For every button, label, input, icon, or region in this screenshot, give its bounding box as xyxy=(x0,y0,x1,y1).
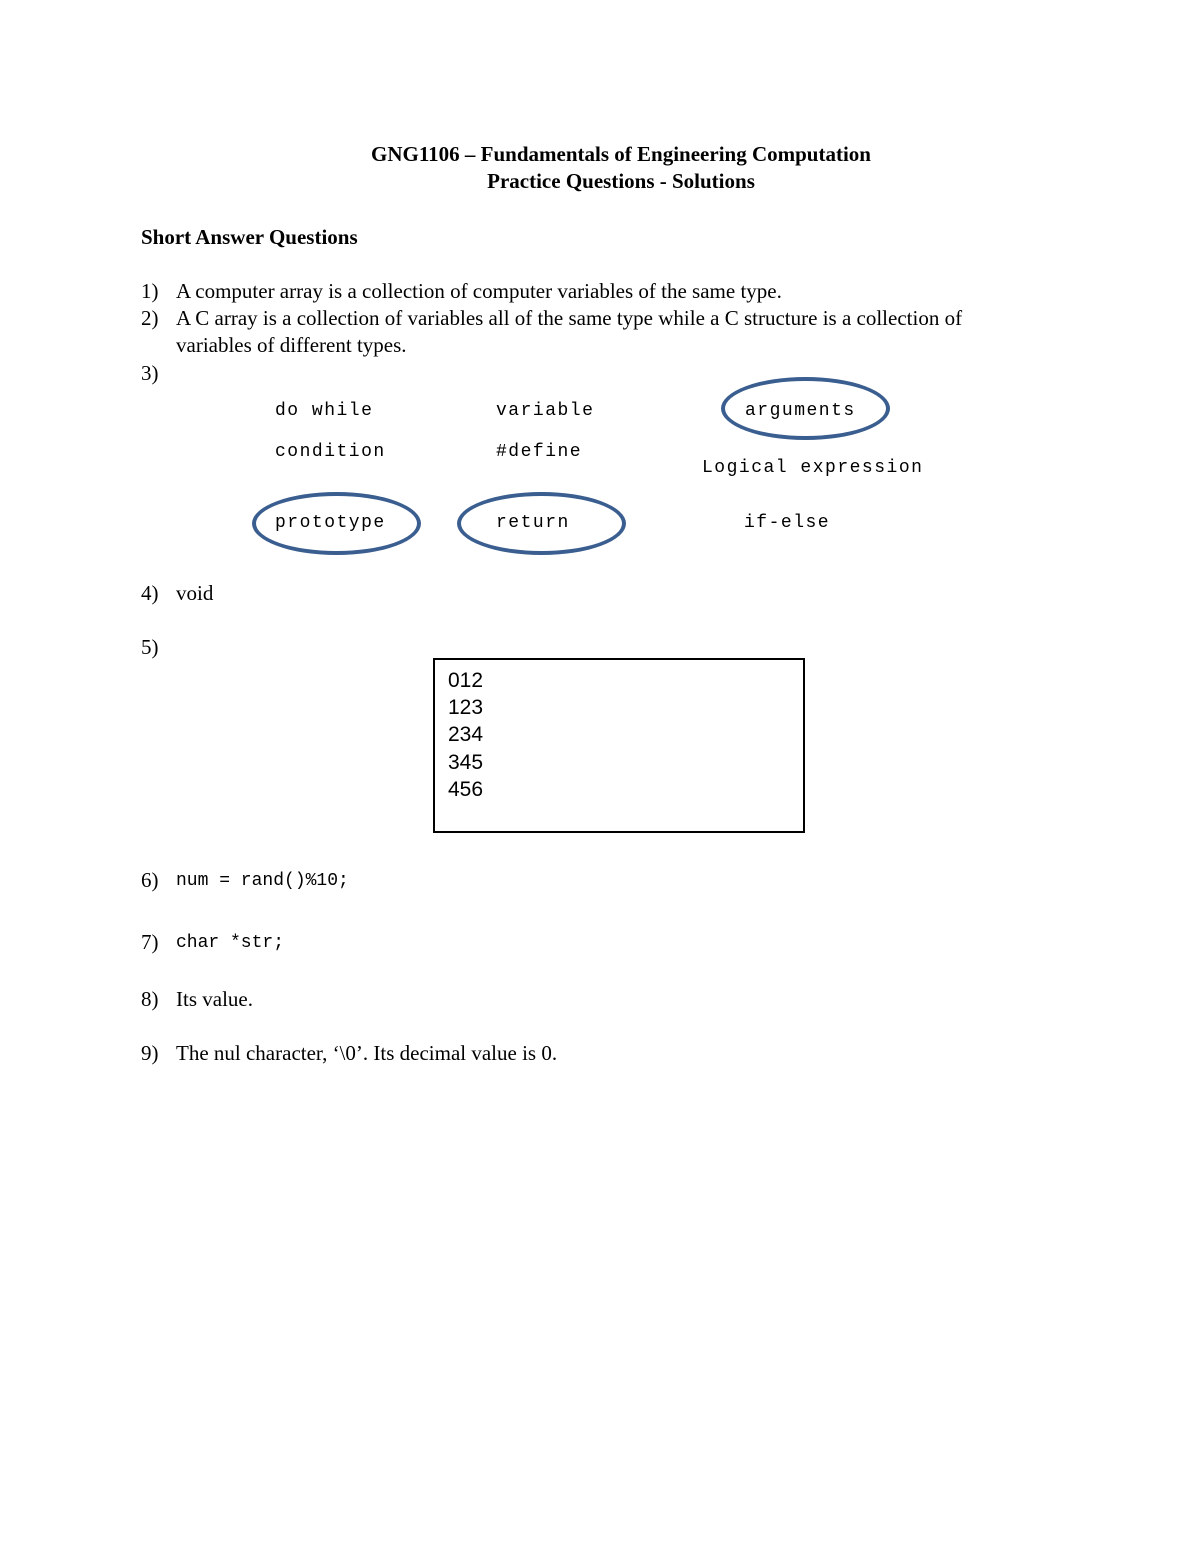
question-number-1: 1) xyxy=(141,279,159,303)
answer-4: void xyxy=(176,581,214,605)
answer-2-line1: A C array is a collection of variables all of the same type while a C structure is a collection of xyxy=(176,306,963,330)
program-output-box xyxy=(433,658,805,833)
answer-6-code: num = rand()%10; xyxy=(176,871,349,891)
answer-7-code: char *str; xyxy=(176,933,285,953)
section-heading: Short Answer Questions xyxy=(141,225,358,249)
document-subtitle: Practice Questions - Solutions xyxy=(487,169,755,193)
term-if-else: if-else xyxy=(744,513,831,533)
question-number-5: 5) xyxy=(141,635,159,659)
term-do-while: do while xyxy=(275,401,374,421)
answer-8: Its value. xyxy=(176,987,253,1011)
output-line: 012 xyxy=(448,669,484,692)
question-number-7: 7) xyxy=(141,930,159,954)
term-variable: variable xyxy=(496,401,595,421)
question-number-2: 2) xyxy=(141,306,159,330)
term-condition: condition xyxy=(275,442,386,462)
answer-9: The nul character, ‘\0’. Its decimal value is 0. xyxy=(176,1041,558,1065)
question-number-3: 3) xyxy=(141,361,159,385)
question-number-9: 9) xyxy=(141,1041,159,1065)
term-return: return xyxy=(496,513,570,533)
output-line: 123 xyxy=(448,696,484,719)
term-prototype: prototype xyxy=(275,513,386,533)
document-title: GNG1106 – Fundamentals of Engineering Computation xyxy=(371,142,871,166)
term-define: #define xyxy=(496,442,583,462)
output-line: 456 xyxy=(448,778,484,801)
question-number-6: 6) xyxy=(141,868,159,892)
output-line: 345 xyxy=(448,751,484,774)
answer-1: A computer array is a collection of computer variables of the same type. xyxy=(176,279,782,303)
answer-2-line2: variables of different types. xyxy=(176,333,407,357)
term-logical-expression: Logical expression xyxy=(702,458,924,478)
question-number-4: 4) xyxy=(141,581,159,605)
question-number-8: 8) xyxy=(141,987,159,1011)
term-arguments: arguments xyxy=(745,401,856,421)
output-line: 234 xyxy=(448,723,484,746)
